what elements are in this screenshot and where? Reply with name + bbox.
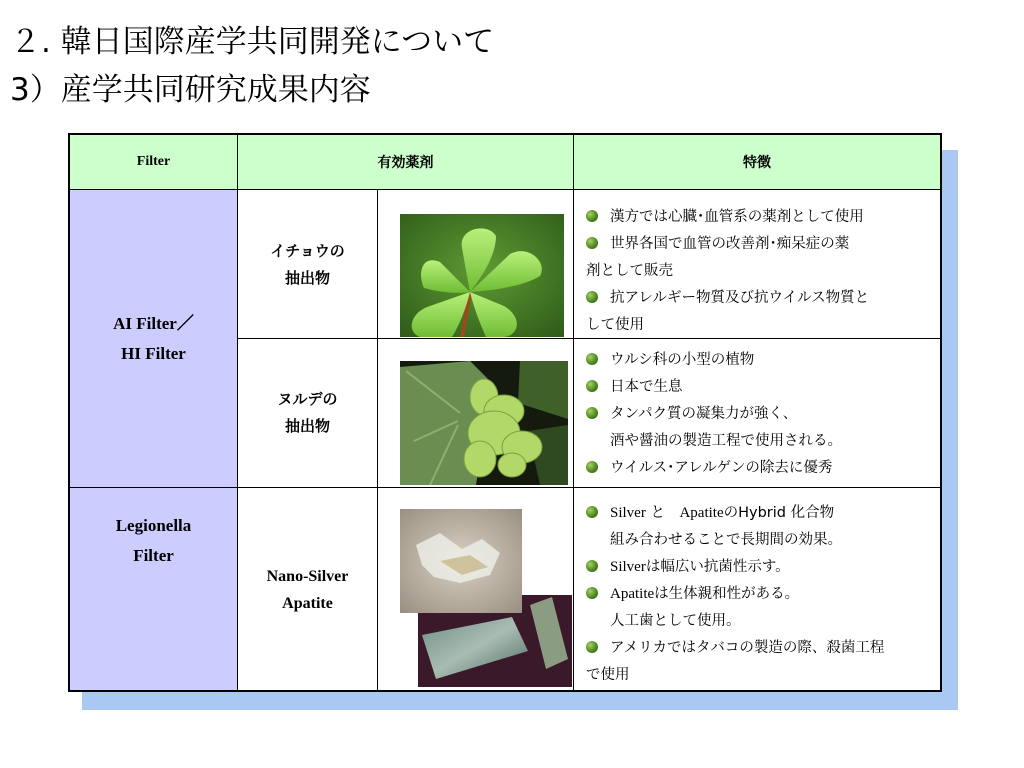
feature-item: タンパク質の凝集力が強く、 酒や醤油の製造工程で使用される。 xyxy=(586,401,930,455)
agent-nano-silver xyxy=(238,488,378,692)
filter-name-line1: Legionella xyxy=(115,516,192,535)
bullet-icon xyxy=(586,587,598,599)
agent-name-line2: 抽出物 xyxy=(284,417,330,435)
filter-name-line1: AI Filter／ xyxy=(113,313,194,333)
bullet-icon xyxy=(586,560,598,572)
bullet-icon xyxy=(586,291,598,303)
features-ginkgo xyxy=(574,190,940,339)
bullet-icon xyxy=(586,210,598,222)
feature-item: Silver と ApatiteのHybrid 化合物 組み合わせることで長期間の効果。 xyxy=(586,500,930,554)
feature-item: Apatiteは生体親和性がある。 人工歯として使用。 xyxy=(586,581,930,635)
feature-item: 抗アレルギー物質及び抗ウイルス物質と して使用 xyxy=(586,290,870,333)
bullet-icon xyxy=(586,407,598,419)
feature-item: 世界各国で血管の改善剤･痴呆症の薬 剤として販売 xyxy=(586,236,850,279)
filter-cell-legionella xyxy=(70,488,238,692)
agent-name-line1: ヌルデの xyxy=(277,390,338,408)
header-agent: 有効薬剤 xyxy=(238,135,574,190)
results-table xyxy=(68,133,942,692)
filter-name-line2: Filter xyxy=(133,546,174,565)
features-silver xyxy=(574,488,940,692)
bullet-icon xyxy=(586,237,598,249)
agent-name-line1: イチョウの xyxy=(270,242,345,260)
feature-item: 漢方では心臓･血管系の薬剤として使用 xyxy=(586,204,930,231)
bullet-icon xyxy=(586,380,598,392)
agent-name-line1: Nano-Silver xyxy=(266,568,349,585)
bullet-icon xyxy=(586,641,598,653)
feature-item: Silverは幅広い抗菌性示す。 xyxy=(586,554,930,581)
agent-name-line2: 抽出物 xyxy=(284,269,330,287)
silver-and-apatite-photo xyxy=(400,509,576,687)
bullet-icon xyxy=(586,461,598,473)
agent-name-line2: Apatite xyxy=(282,595,333,612)
filter-cell-ai-hi xyxy=(70,190,238,488)
agent-ginkgo xyxy=(238,190,378,339)
header-features: 特徴 xyxy=(574,135,940,190)
agent-sumac xyxy=(238,339,378,488)
feature-item: ウイルス･アレルゲンの除去に優秀 xyxy=(586,455,930,482)
features-sumac xyxy=(574,339,940,488)
bullet-icon xyxy=(586,353,598,365)
filter-name-line2: HI Filter xyxy=(121,343,186,363)
sumac-gall-photo xyxy=(400,361,568,485)
slide-title-line2: 3）産学共同研究成果内容 xyxy=(10,72,371,108)
slide-title-line1: ２. 韓日国際産学共同開発について xyxy=(10,24,495,60)
ginkgo-leaf-photo xyxy=(400,214,564,337)
feature-item: アメリカではタバコの製造の際、殺菌工程 で使用 xyxy=(586,640,885,683)
feature-item: 日本で生息 xyxy=(586,374,930,401)
bullet-icon xyxy=(586,506,598,518)
feature-item: ウルシ科の小型の植物 xyxy=(586,347,930,374)
header-filter: Filter xyxy=(70,135,238,190)
